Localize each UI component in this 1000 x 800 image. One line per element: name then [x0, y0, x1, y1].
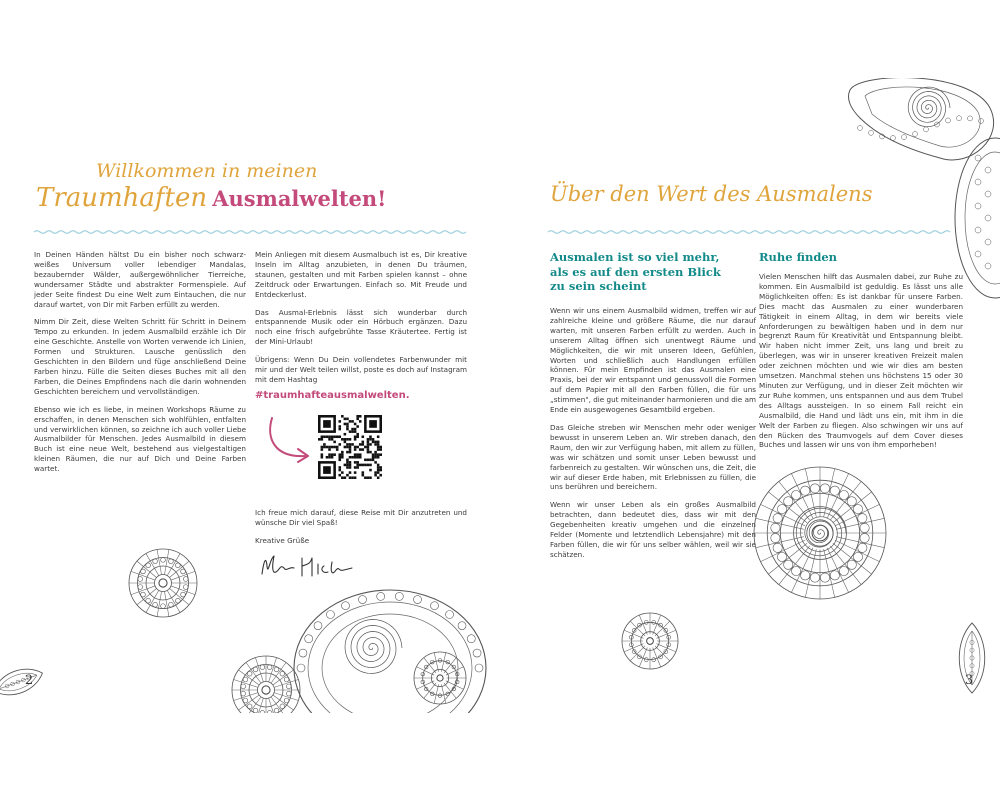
mandala-decoration-left: [0, 78, 500, 713]
right-col-left: [550, 306, 756, 568]
hashtag-link[interactable]: #traumhafteausmalwelten.: [255, 389, 410, 401]
spiral-icon: [796, 508, 846, 556]
right-title: Über den Wert des Ausmalens: [550, 182, 873, 206]
paragraph: Wenn wir unser Leben als ein großes Ausmalbild betrachten, dann bedeutet dies, dass wir mit den Gegebenheiten kreativ umgehen und die einzelnen Felder (Momente und letztendlich Lebensjahre) mit den Farben füllen, die wir für uns selber wählen, weil wir sie schätzen.: [550, 500, 756, 559]
page-number-left: 2: [24, 673, 34, 688]
subhead-left: [550, 250, 760, 294]
paragraph: Ebenso wie ich es liebe, in meinen Workshops Räume zu erschaffen, in denen Menschen sich wohlfühlen, entfalten und verwirklichen können, so zeichne ich auch voller Liebe Ausmalbilder für Menschen. Jedes Ausmalbild in diesem Buch ist eine neue Welt, bestehend aus vielgestaltigen kleinen Räumen, die nur auf Dich und Deine Farben wartet.: [34, 404, 246, 474]
spiral-icon: [345, 620, 402, 674]
spiral-icon: [908, 87, 950, 127]
closing-text: Ich freue mich darauf, diese Reise mit Dir anzutreten und wünsche Dir viel Spaß!: [255, 508, 467, 527]
paragraph: In Deinen Händen hältst Du ein bisher noch schwarz-weißes Universum voller lebendiger Mandalas, bezaubernder Wälder, außergewöhnlicher Tierreiche, wundersamer Städte und abstrakter Formenspiele. Auf jeder Seite findest Du eine Welt zum Eintauchen, die nur darauf wartet, von Dir mit Farben erfüllt zu werden.: [34, 250, 246, 309]
mandala-icon: [232, 656, 300, 713]
paragraph: Vielen Menschen hilft das Ausmalen dabei, zur Ruhe zu kommen. Ein Ausmalbild ist geduldig. Es lässt uns alle Möglichkeiten offen: Es ist dankbar für unsere Farben. Dies macht das Ausmalen zu einer wunderbaren Tätigkeit in einem Alltag, in dem wir bereits viele Anforderungen zu bewältigen haben und in dem nur begrenzt Raum für Kreativität und Entspannung bleibt. Wir haben nicht immer Zeit, uns lang und breit zu überlegen, was wir in unserer kreativen Freizeit malen oder zeichnen möchten und wie wir dies am besten umsetzen. Manchmal stehen uns höchstens 15 oder 30 Minuten zur Verfügung, und in dieser Zeit möchten wir zur Ruhe kommen, uns entspannen und aus dem Trubel des Alltags aussteigen. In so einem Fall reicht ein Ausmalbild, die Hand und lädt uns ein, mit ihm in die Welt der Farben zu fliegen. Also schwingen wir uns auf den Rücken des Traumvogels auf dem Cover dieses Buches und lassen wir uns von ihm emporheben!: [759, 272, 963, 450]
paragraph: Das Ausmal-Erlebnis lässt sich wunderbar durch entspannende Musik oder ein Hörbuch ergänzen. Dazu noch eine frisch aufgebrühte Tasse Kräutertee. Fertig ist der Mini-Urlaub!: [255, 307, 467, 347]
left-title-line1: Willkommen in meinen: [96, 160, 318, 182]
page-number-right: 3: [964, 673, 974, 688]
wave-divider-icon: [548, 229, 948, 235]
mandala-icon: [414, 652, 466, 704]
mandala-icon: [129, 549, 197, 617]
paragraph: Übrigens: Wenn Du Dein vollendetes Farbenwunder mit mir und der Welt teilen willst, poste es doch auf Instagram mit dem Hashtag: [255, 355, 467, 384]
subhead-line: als es auf den ersten Blick: [550, 264, 721, 279]
left-page: [0, 78, 500, 713]
subhead-line: Ausmalen ist so viel mehr,: [550, 250, 720, 264]
book-spread: [0, 78, 1000, 713]
paisley-icon: [848, 78, 993, 160]
paragraph: Nimm Dir Zeit, diese Welten Schritt für Schritt in Deinem Tempo zu erkunden. In jedem Ausmalbild erzähle ich Dir eine Geschichte. Anstelle von Worten verwende ich Linien, Formen und Strukturen. Lausche genüsslich den Geschichten in den Bildern und füge anschließend Deine Farben hinzu. Fülle die Seiten dieses Buches mit all den Farben, die Deines Empfindens nach die darin wohnenden Geschichten bereichern und vervollständigen.: [34, 317, 246, 396]
paragraph: Mein Anliegen mit diesem Ausmalbuch ist es, Dir kreative Inseln im Alltag anzubieten, in denen Du träumen, staunen, gestalten und mit Farben spielen kannst – ohne Zeitdruck oder Erwartungen. Einfach so. Mit Freude und Entdeckerlust.: [255, 250, 467, 299]
subhead-right: Ruhe finden: [759, 250, 838, 264]
mandala-icon: [622, 613, 678, 669]
right-page: [500, 78, 1000, 713]
left-title-bold-word: Ausmalwelten!: [212, 186, 387, 211]
paragraph: Wenn wir uns einem Ausmalbild widmen, treffen wir auf zahlreiche kleine und größere Räume, die nur darauf warten, mit unseren Farben erfüllt zu werden. Auch in unserem Alltag öffnen sich unentwegt Räume und Möglichkeiten, die wir mit unseren Ideen, Gefühlen, Worten und schließlich auch Handlungen erfüllen können. Für mein Empfinden ist das Ausmalen eine Praxis, bei der wir entspannt und genussvoll die Formen auf dem Papier mit all den Farben füllen, die für uns „stimmen", die gut miteinander harmonieren und die am Ende ein ausgewogenes Gesamtbild ergeben.: [550, 306, 756, 415]
right-col-right: [759, 272, 963, 458]
subhead-line: zu sein scheint: [550, 279, 647, 293]
left-title-script-word: Traumhaften: [36, 183, 208, 213]
paragraph: Das Gleiche streben wir Menschen mehr oder weniger bewusst in unserem Leben an. Wir streben danach, den Raum, den wir zur Verfügung haben, mit allem zu füllen, was wir schätzen und somit unser Leben bewusst und farbenreich zu gestalten. Wir wünschen uns, die Zeit, die wir auf dieser Erde haben, mit Erlebnissen zu füllen, die uns berühren und bereichern.: [550, 422, 756, 492]
greeting-text: Kreative Grüße: [255, 535, 310, 545]
